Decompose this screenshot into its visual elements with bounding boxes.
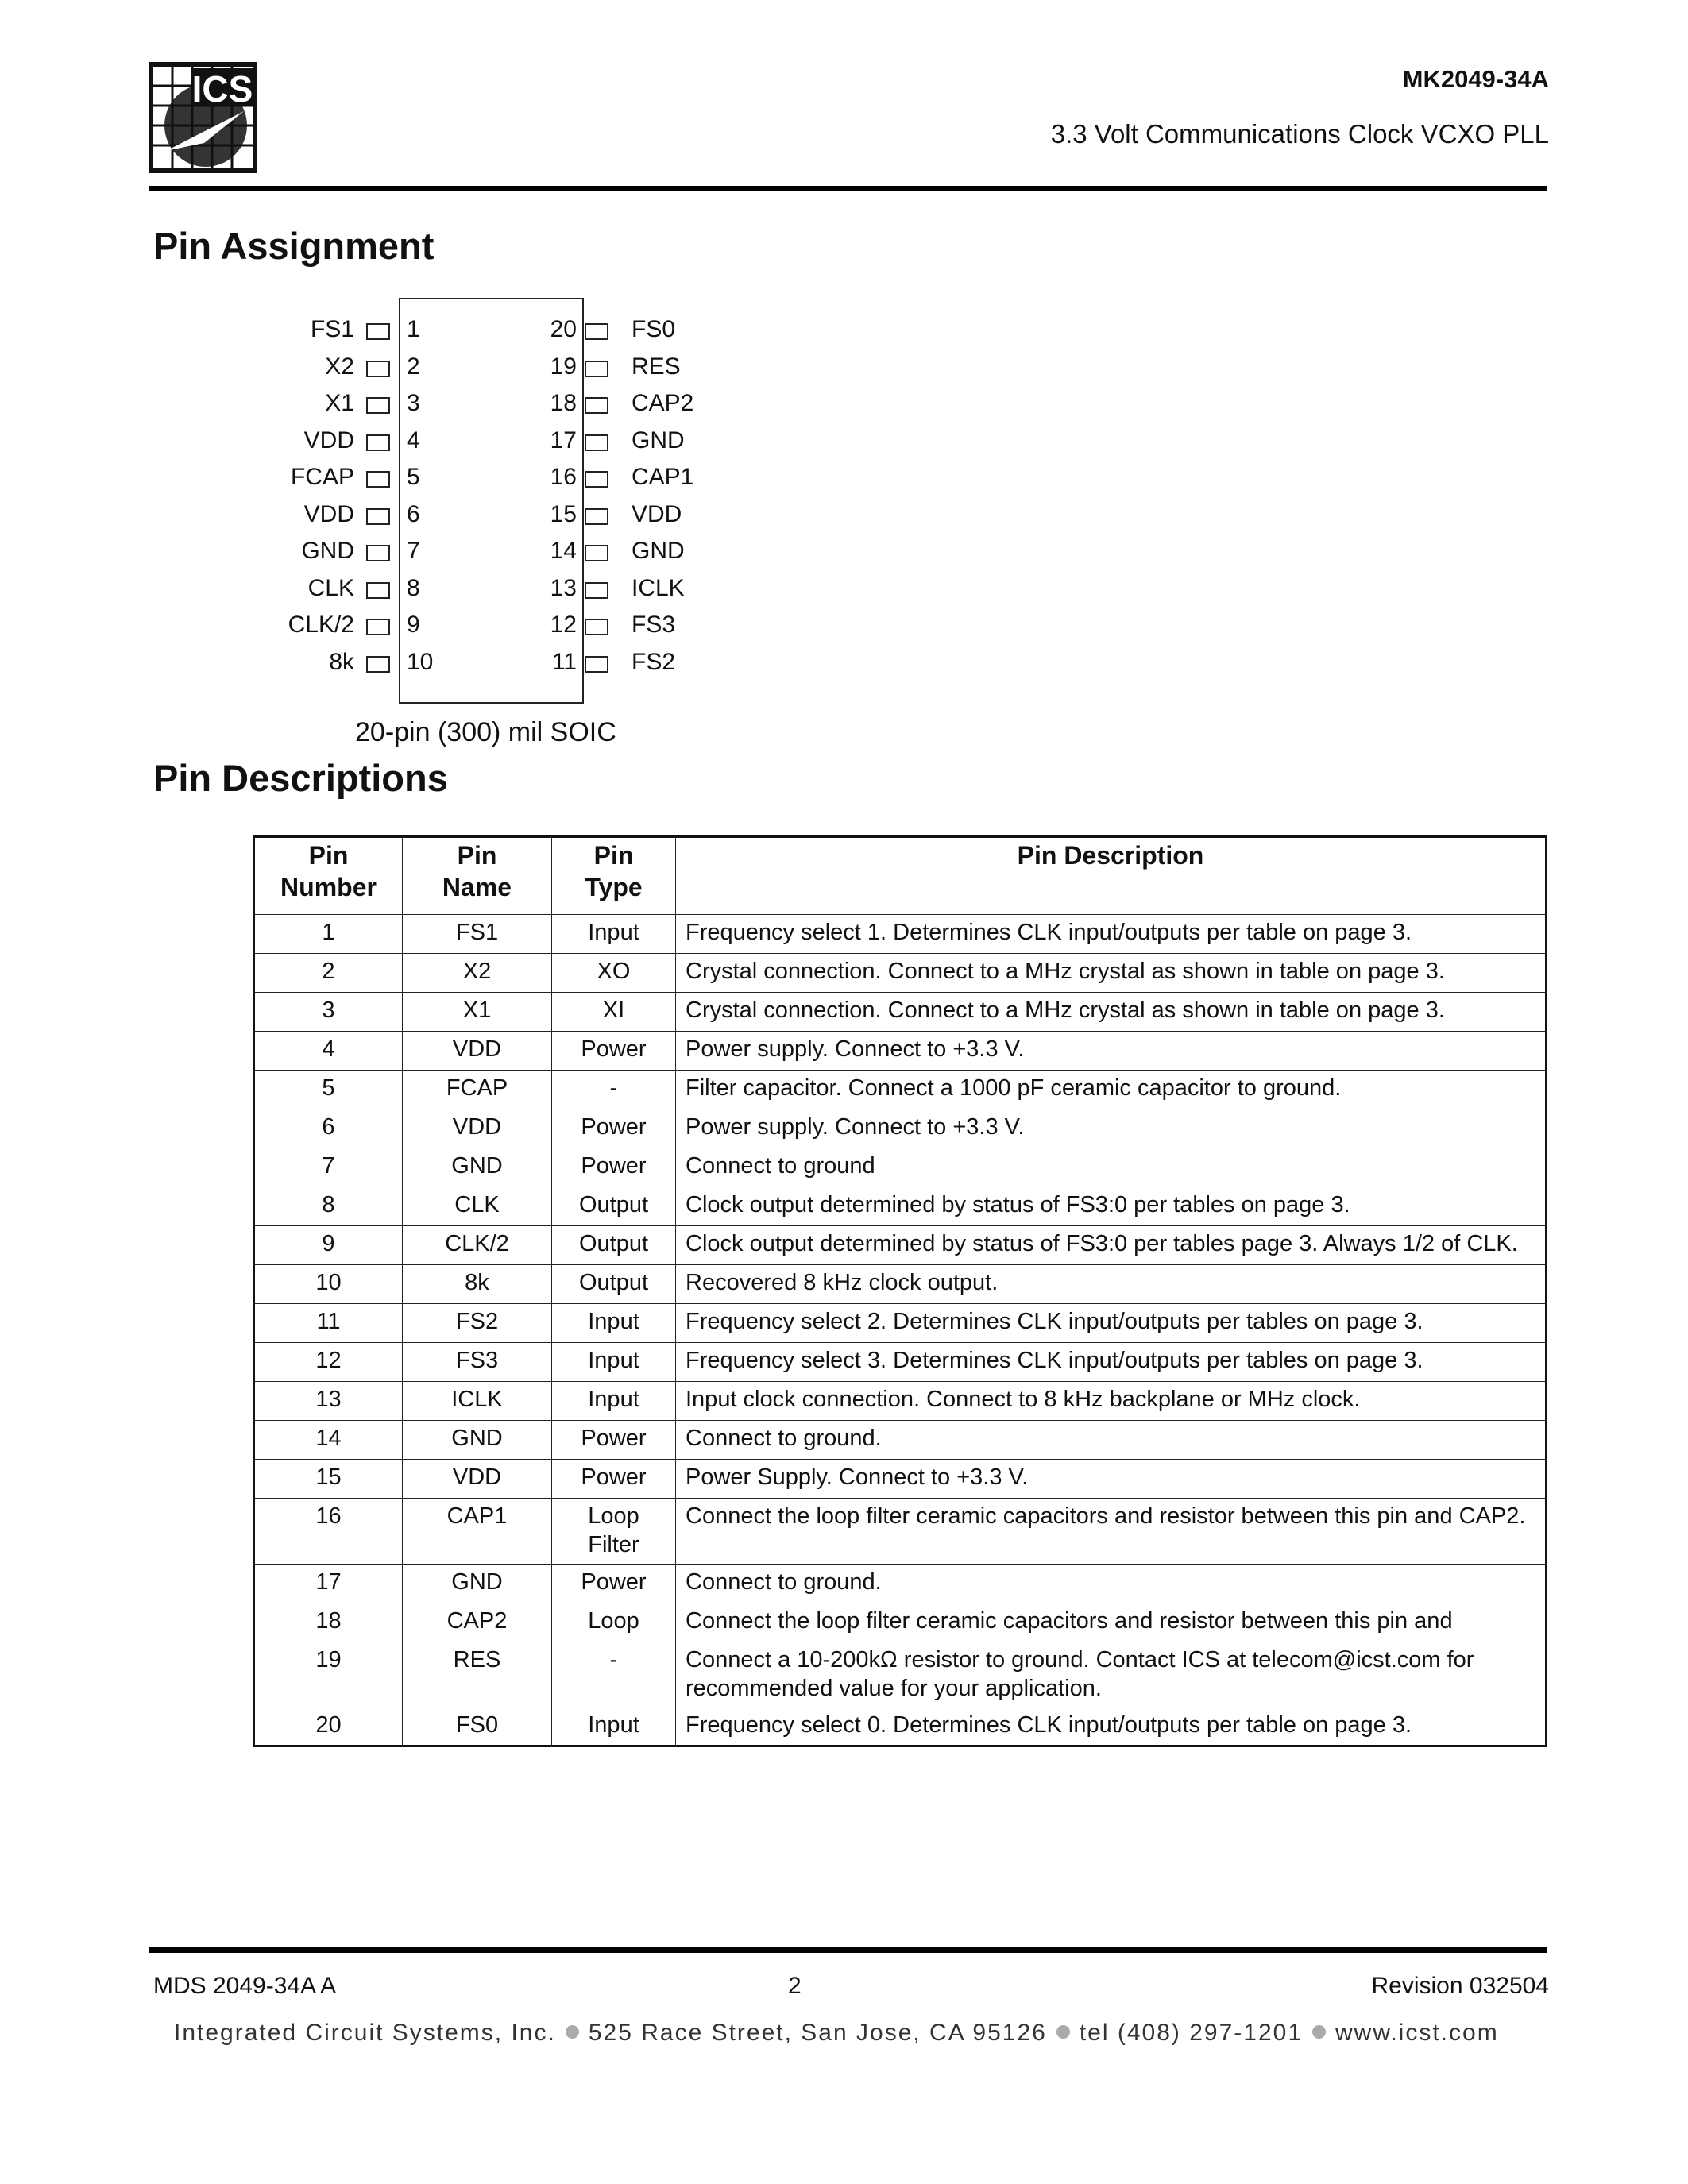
pin-description-cell: Clock output determined by status of FS3:0 per tables page 3. Always 1/2 of CLK. <box>676 1226 1547 1265</box>
right-pin-number: 14 <box>550 538 577 564</box>
pin-name-cell: X2 <box>403 954 552 993</box>
pin-type-cell: Input <box>552 1343 676 1382</box>
pin-type-cell: Input <box>552 915 676 954</box>
document-subtitle: 3.3 Volt Communications Clock VCXO PLL <box>1050 119 1549 149</box>
pin-pad-icon <box>366 545 390 561</box>
pin-pad-icon <box>585 582 608 599</box>
right-pin-number: 12 <box>550 612 577 638</box>
table-row <box>254 954 1547 993</box>
pin-pad-icon <box>366 508 390 525</box>
right-pin-label: FS2 <box>632 648 676 675</box>
left-pin-label: CLK/2 <box>288 612 354 638</box>
pin-number-cell: 6 <box>254 1109 403 1148</box>
table-row <box>254 1421 1547 1460</box>
pin-description-cell: Frequency select 0. Determines CLK input/outputs per table on page 3. <box>676 1707 1547 1746</box>
pin-name-cell: FCAP <box>403 1071 552 1109</box>
left-pin-number: 4 <box>407 426 420 453</box>
table-header-row <box>254 837 1547 915</box>
left-pin-number: 8 <box>407 574 420 601</box>
bullet-dot-icon <box>1056 2025 1070 2039</box>
pin-type-cell: Power <box>552 1148 676 1187</box>
left-pin-number: 2 <box>407 353 420 380</box>
table-row <box>254 1148 1547 1187</box>
pin-name-cell: CLK/2 <box>403 1226 552 1265</box>
pin-description-cell: Frequency select 1. Determines CLK input/outputs per table on page 3. <box>676 915 1547 954</box>
pin-description-cell: Connect the loop filter ceramic capacitors and resistor between this pin and CAP2. <box>676 1499 1547 1565</box>
pin-type-cell: Output <box>552 1265 676 1304</box>
pin-description-cell: Connect the loop filter ceramic capacitors and resistor between this pin and <box>676 1603 1547 1642</box>
pin-name-cell: RES <box>403 1642 552 1707</box>
pin-type-cell: Power <box>552 1460 676 1499</box>
left-pin-number: 7 <box>407 538 420 564</box>
pin-description-cell: Power Supply. Connect to +3.3 V. <box>676 1460 1547 1499</box>
pin-name-cell: GND <box>403 1148 552 1187</box>
pin-number-cell: 8 <box>254 1187 403 1226</box>
pin-description-cell: Frequency select 2. Determines CLK input/outputs per tables on page 3. <box>676 1304 1547 1343</box>
pin-name-cell: FS2 <box>403 1304 552 1343</box>
pin-number-cell: 5 <box>254 1071 403 1109</box>
pin-type-cell: Input <box>552 1382 676 1421</box>
pin-number-cell: 13 <box>254 1382 403 1421</box>
pin-number-cell: 14 <box>254 1421 403 1460</box>
pin-pad-icon <box>585 397 608 414</box>
left-pin-label: VDD <box>303 426 354 453</box>
right-pin-number: 19 <box>550 353 577 380</box>
pin-description-cell: Filter capacitor. Connect a 1000 pF ceramic capacitor to ground. <box>676 1071 1547 1109</box>
pin-pad-icon <box>585 508 608 525</box>
right-pin-label: VDD <box>632 500 682 527</box>
pin-description-cell: Connect to ground. <box>676 1564 1547 1603</box>
pin-name-cell: VDD <box>403 1460 552 1499</box>
logo-lettering: ICS <box>191 68 253 110</box>
pin-number-cell: 4 <box>254 1032 403 1071</box>
left-pin-number: 9 <box>407 612 420 638</box>
column-header-pin-name: Pin Name <box>403 837 552 915</box>
left-pin-number: 6 <box>407 500 420 527</box>
column-header-pin-type: Pin Type <box>552 837 676 915</box>
footer-street-address: 525 Race Street, San Jose, CA 95126 <box>588 2020 1047 2046</box>
bullet-dot-icon <box>1312 2025 1326 2039</box>
left-pin-number: 10 <box>407 648 434 675</box>
table-row <box>254 1032 1547 1071</box>
right-pin-number: 16 <box>550 464 577 490</box>
pin-description-cell: Connect a 10-200kΩ resistor to ground. Contact ICS at telecom@icst.com for recommended value for your application. <box>676 1642 1547 1707</box>
pin-type-cell: Input <box>552 1707 676 1746</box>
pin-number-cell: 20 <box>254 1707 403 1746</box>
part-number: MK2049-34A <box>1402 65 1549 93</box>
pin-description-cell: Input clock connection. Connect to 8 kHz backplane or MHz clock. <box>676 1382 1547 1421</box>
right-pin-label: RES <box>632 353 681 380</box>
table-row <box>254 1304 1547 1343</box>
package-caption: 20-pin (300) mil SOIC <box>355 717 616 747</box>
table-row <box>254 1071 1547 1109</box>
table-row <box>254 993 1547 1032</box>
pin-pad-icon <box>366 323 390 340</box>
pin-description-table <box>253 835 1547 1747</box>
table-row <box>254 1642 1547 1707</box>
left-pin-label: FCAP <box>290 464 354 490</box>
pin-type-cell: XI <box>552 993 676 1032</box>
table-row <box>254 1460 1547 1499</box>
pin-description-cell: Power supply. Connect to +3.3 V. <box>676 1109 1547 1148</box>
pin-pad-icon <box>585 619 608 635</box>
footer-revision: Revision 032504 <box>1371 1973 1549 1999</box>
footer-page-number: 2 <box>788 1973 802 1999</box>
pin-type-cell: Output <box>552 1226 676 1265</box>
right-pin-number: 17 <box>550 426 577 453</box>
pin-number-cell: 1 <box>254 915 403 954</box>
pin-name-cell: FS1 <box>403 915 552 954</box>
pin-number-cell: 2 <box>254 954 403 993</box>
pin-name-cell: X1 <box>403 993 552 1032</box>
company-logo <box>149 62 257 173</box>
pin-type-cell: Output <box>552 1187 676 1226</box>
right-pin-label: CAP2 <box>632 390 694 416</box>
pin-name-cell: CAP1 <box>403 1499 552 1565</box>
left-pin-label: FS1 <box>310 316 354 342</box>
pin-name-cell: VDD <box>403 1109 552 1148</box>
right-pin-number: 18 <box>550 390 577 416</box>
pin-pad-icon <box>366 434 390 451</box>
table-row <box>254 1265 1547 1304</box>
footer-company: Integrated Circuit Systems, Inc. <box>174 2020 556 2046</box>
table-row <box>254 1564 1547 1603</box>
right-pin-number: 15 <box>550 500 577 527</box>
pin-pad-icon <box>585 656 608 673</box>
pin-pad-icon <box>585 361 608 377</box>
pin-descriptions-title: Pin Descriptions <box>153 757 448 799</box>
pin-assignment-title: Pin Assignment <box>153 225 435 267</box>
pin-type-cell: Power <box>552 1564 676 1603</box>
pin-name-cell: 8k <box>403 1265 552 1304</box>
column-header-pin-description: Pin Description <box>676 837 1547 915</box>
pin-type-cell: Input <box>552 1304 676 1343</box>
pin-description-cell: Connect to ground. <box>676 1421 1547 1460</box>
pin-name-cell: GND <box>403 1421 552 1460</box>
pin-number-cell: 16 <box>254 1499 403 1565</box>
right-pin-number: 20 <box>550 316 577 342</box>
pin-type-cell: Power <box>552 1109 676 1148</box>
right-pin-number: 13 <box>550 574 577 601</box>
pin-pad-icon <box>366 619 390 635</box>
pin-type-cell: Power <box>552 1421 676 1460</box>
pin-number-cell: 10 <box>254 1265 403 1304</box>
pin-number-cell: 15 <box>254 1460 403 1499</box>
pin-number-cell: 3 <box>254 993 403 1032</box>
pin-pad-icon <box>366 361 390 377</box>
pin-type-cell: Power <box>552 1032 676 1071</box>
pin-pad-icon <box>585 471 608 488</box>
left-pin-number: 1 <box>407 316 420 342</box>
pin-description-cell: Crystal connection. Connect to a MHz crystal as shown in table on page 3. <box>676 993 1547 1032</box>
table-row <box>254 1109 1547 1148</box>
pin-name-cell: GND <box>403 1564 552 1603</box>
pin-number-cell: 7 <box>254 1148 403 1187</box>
column-header-pin-number: Pin Number <box>254 837 403 915</box>
right-pin-label: FS3 <box>632 612 676 638</box>
left-pin-label: CLK <box>307 574 354 601</box>
right-pin-label: GND <box>632 538 685 564</box>
pin-number-cell: 17 <box>254 1564 403 1603</box>
left-pin-label: X2 <box>325 353 354 380</box>
pin-type-cell: - <box>552 1642 676 1707</box>
table-row <box>254 1603 1547 1642</box>
pin-name-cell: CAP2 <box>403 1603 552 1642</box>
left-pin-number: 5 <box>407 464 420 490</box>
left-pin-label: VDD <box>303 500 354 527</box>
header-rule <box>149 186 1547 191</box>
footer-website: www.icst.com <box>1335 2020 1499 2046</box>
pin-pad-icon <box>366 471 390 488</box>
pin-pad-icon <box>366 397 390 414</box>
right-pin-number: 11 <box>551 648 577 675</box>
table-row <box>254 1382 1547 1421</box>
right-pin-label: CAP1 <box>632 464 694 490</box>
right-pin-label: GND <box>632 426 685 453</box>
pin-number-cell: 19 <box>254 1642 403 1707</box>
left-pin-label: X1 <box>325 390 354 416</box>
pin-description-cell: Connect to ground <box>676 1148 1547 1187</box>
pin-pad-icon <box>585 323 608 340</box>
pin-name-cell: FS3 <box>403 1343 552 1382</box>
pin-description-cell: Recovered 8 kHz clock output. <box>676 1265 1547 1304</box>
footer-doc-id: MDS 2049-34A A <box>153 1973 337 1999</box>
table-row <box>254 1499 1547 1565</box>
pin-name-cell: VDD <box>403 1032 552 1071</box>
table-row <box>254 1707 1547 1746</box>
pin-description-cell: Frequency select 3. Determines CLK input/outputs per tables on page 3. <box>676 1343 1547 1382</box>
pin-name-cell: FS0 <box>403 1707 552 1746</box>
right-pin-label: ICLK <box>632 574 685 601</box>
pin-name-cell: ICLK <box>403 1382 552 1421</box>
pin-number-cell: 12 <box>254 1343 403 1382</box>
bullet-dot-icon <box>566 2025 579 2039</box>
footer-address-line <box>174 2020 1499 2047</box>
pin-name-cell: CLK <box>403 1187 552 1226</box>
pin-number-cell: 11 <box>254 1304 403 1343</box>
pin-description-cell: Crystal connection. Connect to a MHz crystal as shown in table on page 3. <box>676 954 1547 993</box>
left-pin-number: 3 <box>407 390 420 416</box>
pin-description-cell: Power supply. Connect to +3.3 V. <box>676 1032 1547 1071</box>
left-pin-label: GND <box>301 538 354 564</box>
pin-number-cell: 9 <box>254 1226 403 1265</box>
table-row <box>254 1343 1547 1382</box>
pin-type-cell: - <box>552 1071 676 1109</box>
pin-type-cell: XO <box>552 954 676 993</box>
pin-pad-icon <box>366 582 390 599</box>
table-row <box>254 915 1547 954</box>
footer-rule <box>149 1947 1547 1953</box>
pin-type-cell: Loop Filter <box>552 1499 676 1565</box>
table-row <box>254 1226 1547 1265</box>
footer-phone: tel (408) 297-1201 <box>1079 2020 1303 2046</box>
pin-number-cell: 18 <box>254 1603 403 1642</box>
table-row <box>254 1187 1547 1226</box>
pin-type-cell: Loop <box>552 1603 676 1642</box>
pin-pad-icon <box>366 656 390 673</box>
pin-description-cell: Clock output determined by status of FS3:0 per tables on page 3. <box>676 1187 1547 1226</box>
pin-pad-icon <box>585 434 608 451</box>
left-pin-label: 8k <box>329 648 354 675</box>
pin-pad-icon <box>585 545 608 561</box>
right-pin-label: FS0 <box>632 316 676 342</box>
